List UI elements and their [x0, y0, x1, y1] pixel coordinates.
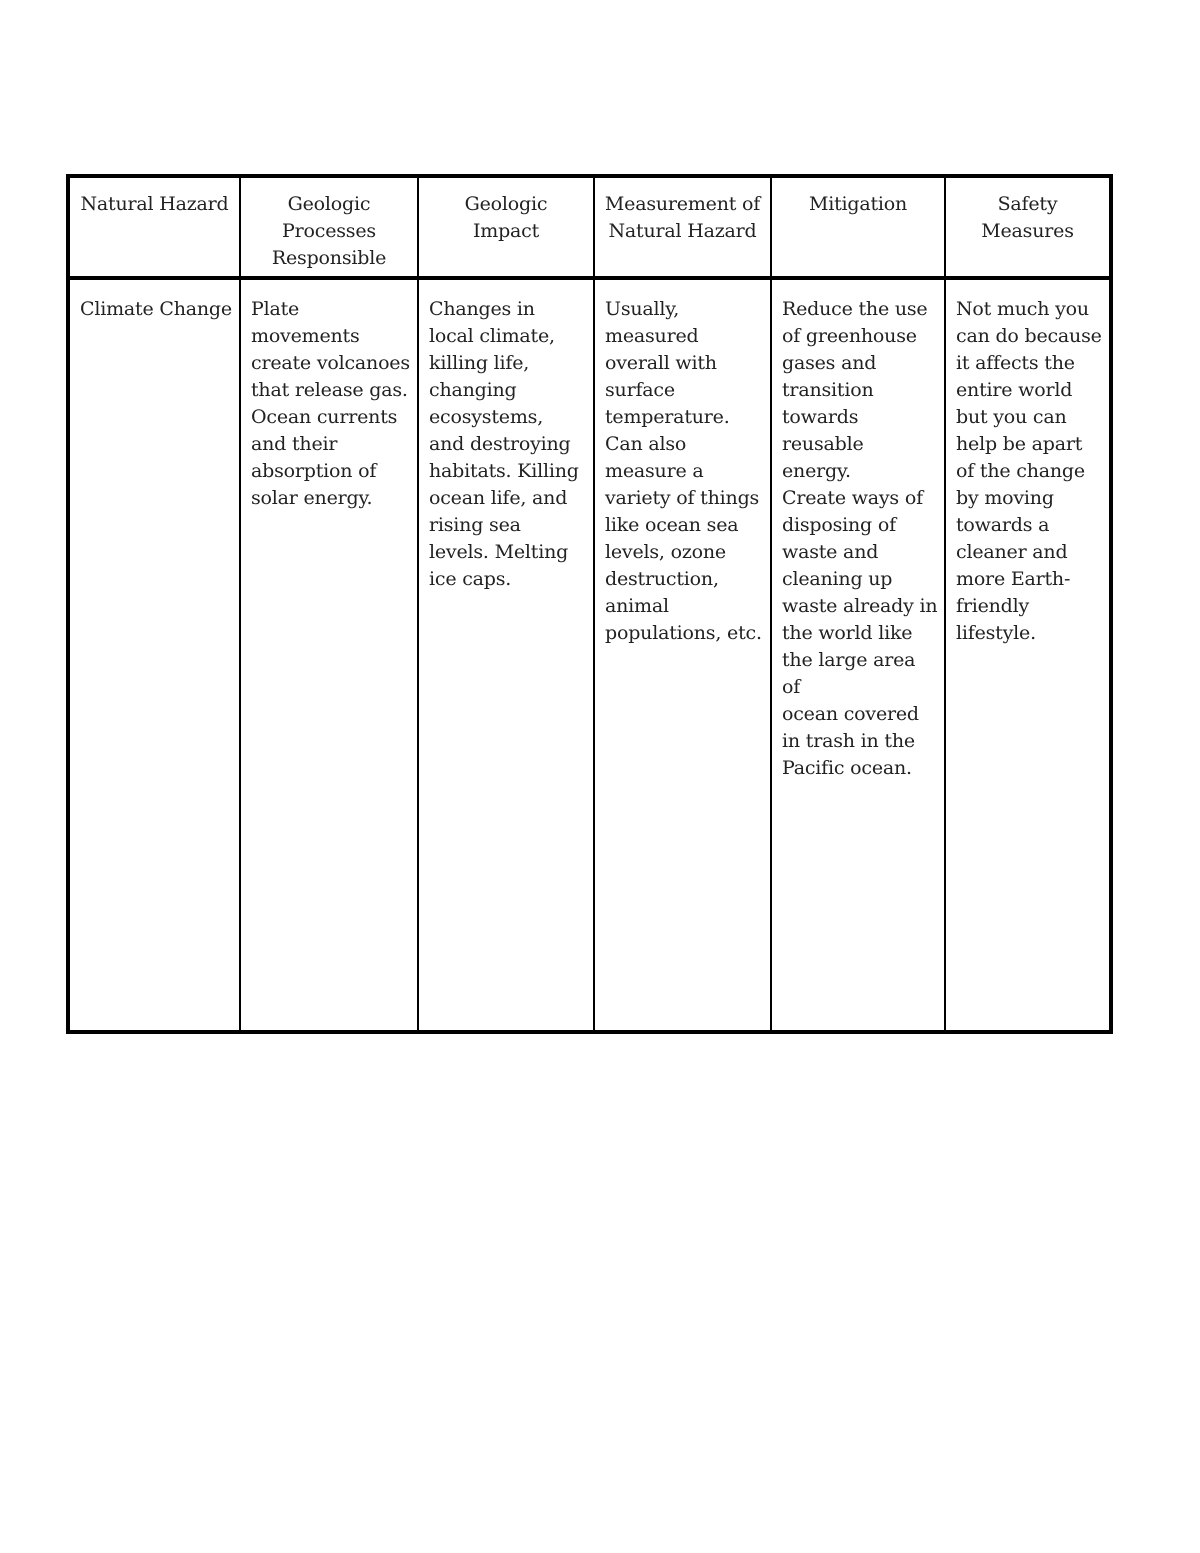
header-natural-hazard: Natural Hazard — [68, 176, 240, 278]
table-header-row — [68, 176, 1111, 278]
header-measurement: Measurement of Natural Hazard — [594, 176, 771, 278]
cell-geologic-impact: Changes in local climate, killing life, changing ecosystems, and destroying habitats. Killing ocean life, and rising sea levels. Melting ice caps. — [418, 278, 594, 1032]
table-row — [68, 278, 1111, 1032]
cell-natural-hazard: Climate Change — [68, 278, 240, 1032]
cell-measurement: Usually, measured overall with surface temperature. Can also measure a variety of things like ocean sea levels, ozone destruction, animal populations, etc. — [594, 278, 771, 1032]
natural-hazard-table — [66, 174, 1113, 1034]
header-safety-measures: Safety Measures — [945, 176, 1111, 278]
header-mitigation: Mitigation — [771, 176, 945, 278]
header-geologic-impact: Geologic Impact — [418, 176, 594, 278]
header-geologic-processes: Geologic Processes Responsible — [240, 176, 418, 278]
cell-geologic-processes: Plate movements create volcanoes that release gas. Ocean currents and their absorption of solar energy. — [240, 278, 418, 1032]
cell-mitigation: Reduce the use of greenhouse gases and transition towards reusable energy. Create ways of disposing of waste and cleaning up waste already in the world like the large area of ocean covered in trash in the Pacific ocean. — [771, 278, 945, 1032]
cell-safety-measures: Not much you can do because it affects the entire world but you can help be apart of the change by moving towards a cleaner and more Earth- friendly lifestyle. — [945, 278, 1111, 1032]
